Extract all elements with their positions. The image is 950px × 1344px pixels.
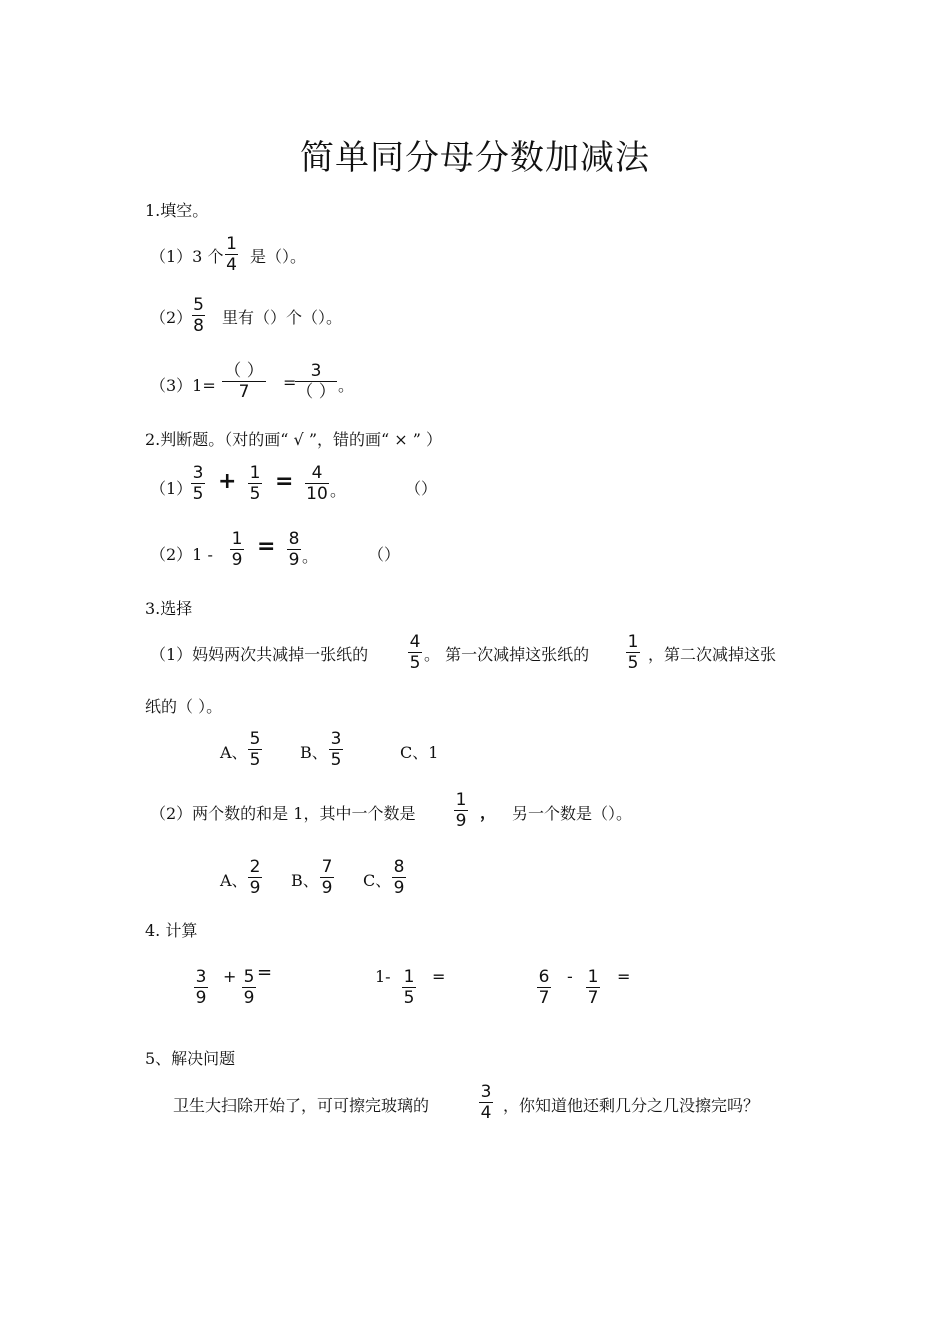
fraction: 3 （ ） — [296, 361, 336, 402]
fraction: $\frac{8}{9}$ — [288, 529, 300, 570]
answer-blank: （） — [405, 479, 438, 498]
s1-q2-suffix: 里有（）个（）。 — [222, 308, 343, 327]
option-a-label: A、 — [220, 871, 248, 890]
fraction: $\frac{1}{5}$ — [627, 632, 639, 673]
fraction: $\frac{5}{9}$ — [243, 967, 255, 1008]
fraction: $\frac{1}{4}$ — [226, 234, 237, 275]
s3-q1-text-b: 。 第一次减掉这张纸的 — [424, 645, 590, 664]
s1-q3-prefix: （3）1= — [150, 376, 216, 395]
option-b-label: B、 — [300, 743, 328, 762]
fraction: $\frac{8}{9}$ — [393, 857, 405, 898]
s3-q2-text-a: （2）两个数的和是 1，其中一个数是 — [150, 804, 416, 823]
s3-q1-text-line2: 纸的（ ）。 — [145, 697, 223, 716]
page-title: 简单同分母分数加减法 — [300, 138, 650, 178]
fraction: $\frac{1}{7}$ — [587, 967, 599, 1008]
s5-text-a: 卫生大扫除开始了，可可擦完玻璃的 — [173, 1096, 430, 1115]
section-4-heading: 4. 计算 — [145, 921, 198, 940]
s5-text-b: ，你知道他还剩几分之几没擦完吗？ — [503, 1096, 760, 1115]
s3-q2-text-b: 另一个数是（）。 — [512, 804, 633, 823]
section-3-heading: 3.选择 — [145, 599, 193, 618]
fraction: （ ） 7 — [222, 361, 266, 402]
equals-sign: = — [275, 469, 294, 494]
s3-q1-text-a: （1）妈妈两次共减掉一张纸的 — [150, 645, 369, 664]
fraction: $\frac{2}{9}$ — [249, 857, 261, 898]
equals-sign: = — [617, 967, 631, 986]
equals-sign: = — [257, 962, 273, 983]
comma: ， — [480, 803, 497, 822]
section-2-heading: 2.判断题。（对的画“ √ ”，错的画“ × ” ） — [145, 430, 443, 449]
s2-q2-prefix: （2）1 - — [150, 545, 213, 564]
equals-sign: = — [257, 534, 276, 559]
s2-q1-prefix: （1） — [150, 479, 193, 498]
fraction: $\frac{1}{5}$ — [249, 463, 261, 504]
fraction: $\frac{5}{5}$ — [249, 729, 261, 770]
fraction: $\frac{3}{9}$ — [195, 967, 207, 1008]
period: 。 — [338, 376, 355, 395]
s3-q1-text-c: ，第二次减掉这张 — [648, 645, 777, 664]
option-c-label: C、1 — [400, 743, 439, 762]
fraction: $\frac{3}{5}$ — [192, 463, 204, 504]
answer-blank: （） — [368, 545, 401, 564]
section-1-heading: 1.填空。 — [145, 201, 209, 220]
fraction: $\frac{5}{8}$ — [193, 295, 204, 336]
option-a-label: A、 — [220, 743, 248, 762]
fraction: $\frac{7}{9}$ — [321, 857, 333, 898]
fraction: $\frac{3}{4}$ — [480, 1082, 492, 1123]
option-b-label: B、 — [291, 871, 319, 890]
fraction: $\frac{1}{5}$ — [403, 967, 415, 1008]
fraction: $\frac{6}{7}$ — [538, 967, 550, 1008]
minus-sign: - — [567, 967, 573, 986]
plus-sign: + — [218, 469, 237, 494]
period: 。 — [302, 547, 319, 566]
plus-sign: + — [223, 967, 237, 986]
equals-sign: = — [432, 967, 446, 986]
s1-q2-prefix: （2） — [150, 308, 193, 327]
fraction: $\frac{4}{10}$ — [306, 463, 328, 504]
fraction: $\frac{1}{9}$ — [231, 529, 243, 570]
option-c-label: C、 — [363, 871, 392, 890]
fraction: $\frac{4}{5}$ — [409, 632, 421, 673]
one-minus: 1- — [375, 967, 391, 986]
s1-q1-prefix: （1）3 个 — [150, 247, 224, 266]
period: 。 — [330, 481, 347, 500]
fraction: $\frac{3}{5}$ — [330, 729, 342, 770]
equals-sign: = — [283, 373, 297, 392]
section-5-heading: 5、解决问题 — [145, 1049, 236, 1068]
fraction: $\frac{1}{9}$ — [455, 790, 467, 831]
s1-q1-suffix: 是（）。 — [250, 247, 307, 266]
